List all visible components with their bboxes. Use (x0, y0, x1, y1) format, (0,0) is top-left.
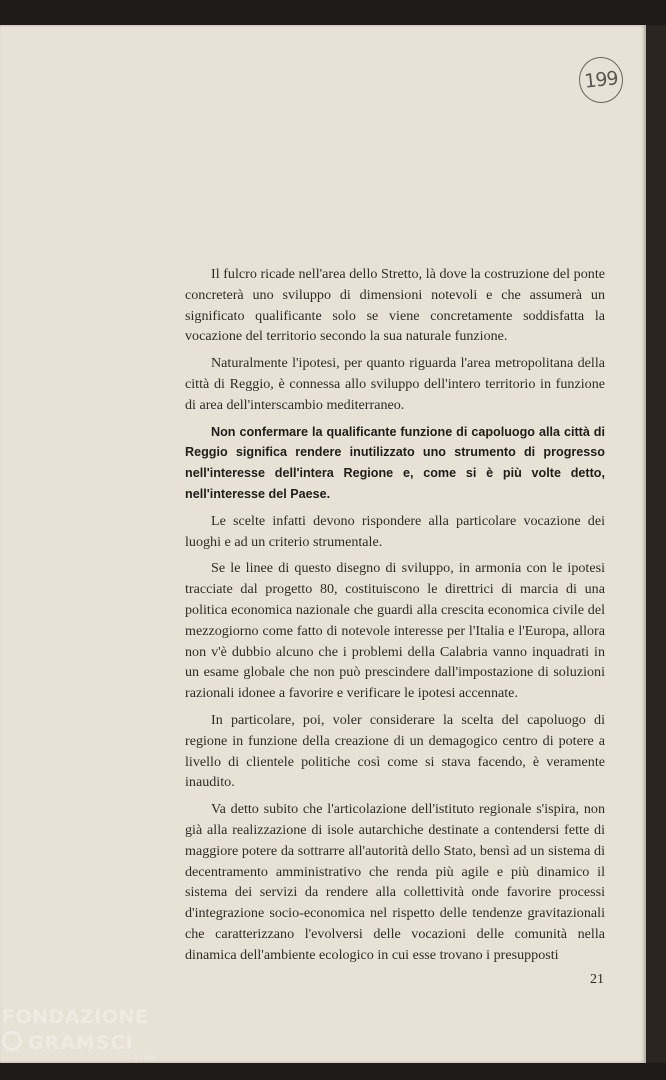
paragraph-3-bold: Non confermare la qualificante funzione di capoluogo alla città di Reggio significa rendere inutilizzato uno strumento di progresso nell'interesse dell'intera Regione e, come si è più volte detto, nell'interesse del Paese. (185, 424, 605, 501)
paragraph-4: Le scelte infatti devono rispondere alla particolare vocazione dei luoghi e ad un criterio strumentale. (185, 512, 605, 550)
watermark-line-2 (2, 1030, 167, 1056)
paragraph-1: Il fulcro ricade nell'area dello Stretto, là dove la costruzione del ponte concreterà uno sviluppo di dimensioni notevoli e che assumerà un significato qualificante solo se viene concretamente soddisfatta la vocazione del territorio secondo la sua naturale funzione. (185, 266, 605, 345)
page-number: 21 (590, 972, 604, 987)
body-text (185, 264, 605, 972)
paragraph-6: In particolare, poi, voler considerare la scelta del capoluogo di regione in funzione della creazione di un demagogico centro di potere a livello di clientele politiche così come si stava facendo, è veramente inaudito. (185, 711, 605, 791)
watermark-line-1: FONDAZIONE (2, 1006, 149, 1028)
paragraph-7: Va detto subito che l'articolazione dell'istituto regionale s'ispira, non già alla realizzazione di isole autarchiche destinate a contendersi fette di maggiore potere da sottrarre all'autorità dello Stato, bensì ad un sistema di decentramento amministrativo che renda più agile e più dinamico il sistema dei servizi da rendere alla collettività onde favorire processi d'integrazione socio-economica nel rispetto delle tendenze gravitazionali che caratterizzano l'evolversi delle vocazioni delle comunità nella dinamica dell'ambiente ecologico in cui esse trovano i presupposti (185, 801, 605, 963)
paragraph-5: Se le linee di questo disegno di sviluppo, in armonia con le ipotesi tracciate dal progetto 80, costituiscono le direttrici di marcia di una politica economica nazionale che guardi alla crescita economica civile del mezzogiorno come fatto di notevole interesse per l'Italia e l'Europa, allora non v'è dubbio alcuno che i problemi della Calabria vanno inquadrati in un esame globale che non può prescindere dall'impostazione di soluzioni razionali idonee a favorire e verificare le ipotesi accennate. (185, 560, 605, 702)
watermark-small-text: onlus (134, 1054, 156, 1061)
page-edge-shadow (646, 25, 666, 1063)
watermark (2, 1004, 167, 1061)
watermark-line-2-text: GRAMSCI (28, 1032, 134, 1054)
paragraph-2: Naturalmente l'ipotesi, per quanto riguarda l'area metropolitana della città di Reggio, è connessa allo sviluppo dell'intero territorio in funzione di area dell'interscambio mediterraneo. (185, 355, 605, 413)
watermark-logo-icon (2, 1031, 22, 1051)
folio-annotation: 199 (577, 55, 626, 105)
